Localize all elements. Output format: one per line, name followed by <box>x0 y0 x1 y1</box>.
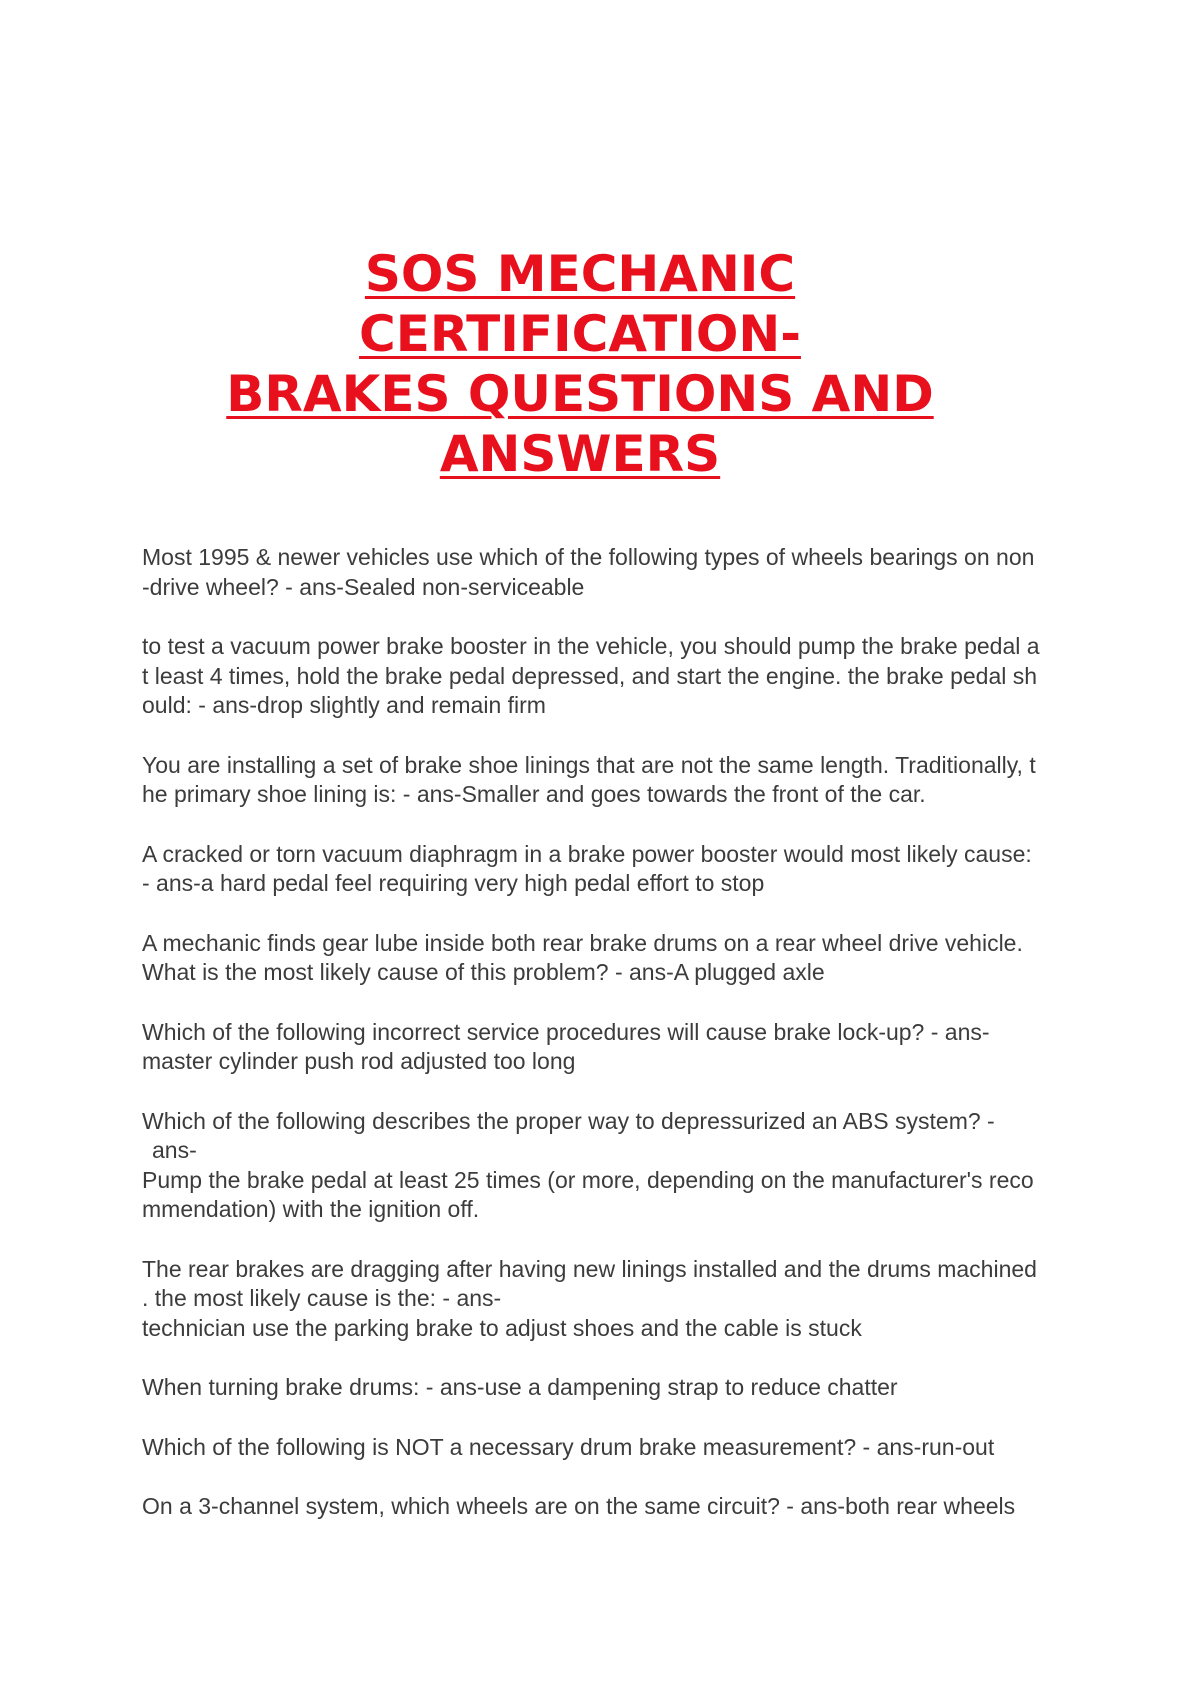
qa-line: he primary shoe lining is: - ans-Smaller and goes towards the front of the car. <box>142 781 926 807</box>
qa-line: A mechanic finds gear lube inside both rear brake drums on a rear wheel drive vehicle. <box>142 929 1023 956</box>
qa-line: t least 4 times, hold the brake pedal depressed, and start the engine. the brake pedal sh <box>142 662 1038 689</box>
qa-item <box>142 1433 1072 1463</box>
qa-item <box>142 1255 1072 1344</box>
qa-item <box>142 929 1072 988</box>
qa-line: You are installing a set of brake shoe linings that are not the same length. Traditionally, t <box>142 751 1036 778</box>
qa-line: Which of the following incorrect service procedures will cause brake lock-up? - ans- <box>142 1018 990 1045</box>
qa-line: technician use the parking brake to adjust shoes and the cable is stuck <box>142 1314 862 1341</box>
document-title <box>150 244 1010 484</box>
qa-line: master cylinder push rod adjusted too long <box>142 1048 576 1074</box>
qa-line: When turning brake drums: - ans-use a dampening strap to reduce chatter <box>142 1374 898 1400</box>
qa-line: to test a vacuum power brake booster in the vehicle, you should pump the brake pedal a <box>142 633 1040 659</box>
question-answer-list <box>142 543 1072 1552</box>
qa-item <box>142 1018 1072 1077</box>
qa-line: The rear brakes are dragging after having new linings installed and the drums machined <box>142 1255 1037 1282</box>
qa-line: On a 3-channel system, which wheels are on the same circuit? - ans-both rear wheels <box>142 1493 1016 1519</box>
qa-line: Which of the following is NOT a necessary drum brake measurement? - ans-run-out <box>142 1433 995 1460</box>
qa-item <box>142 840 1072 899</box>
qa-item <box>142 1373 1072 1403</box>
qa-item <box>142 751 1072 810</box>
title-line: ANSWERS <box>439 425 721 483</box>
qa-line: Most 1995 & newer vehicles use which of the following types of wheels bearings on non <box>142 544 1035 570</box>
qa-line: mmendation) with the ignition off. <box>142 1196 480 1222</box>
qa-item <box>142 632 1072 721</box>
qa-item <box>142 1107 1072 1225</box>
qa-line: -drive wheel? - ans-Sealed non-serviceable <box>142 573 585 600</box>
qa-item <box>142 1492 1072 1522</box>
qa-line: - ans-a hard pedal feel requiring very high pedal effort to stop <box>142 870 765 896</box>
title-line: BRAKES QUESTIONS AND <box>226 365 934 423</box>
qa-line: Which of the following describes the proper way to depressurized an ABS system? - <box>142 1107 995 1134</box>
qa-line: ould: - ans-drop slightly and remain firm <box>142 692 546 718</box>
qa-item <box>142 543 1072 602</box>
qa-line: What is the most likely cause of this problem? - ans-A plugged axle <box>142 959 825 985</box>
title-line: SOS MECHANIC CERTIFICATION- <box>359 245 801 363</box>
qa-line: A cracked or torn vacuum diaphragm in a brake power booster would most likely cause: <box>142 840 1032 867</box>
qa-line: . the most likely cause is the: - ans- <box>142 1285 502 1311</box>
qa-line: ans- <box>152 1137 197 1163</box>
qa-line: Pump the brake pedal at least 25 times (or more, depending on the manufacturer's reco <box>142 1166 1034 1193</box>
